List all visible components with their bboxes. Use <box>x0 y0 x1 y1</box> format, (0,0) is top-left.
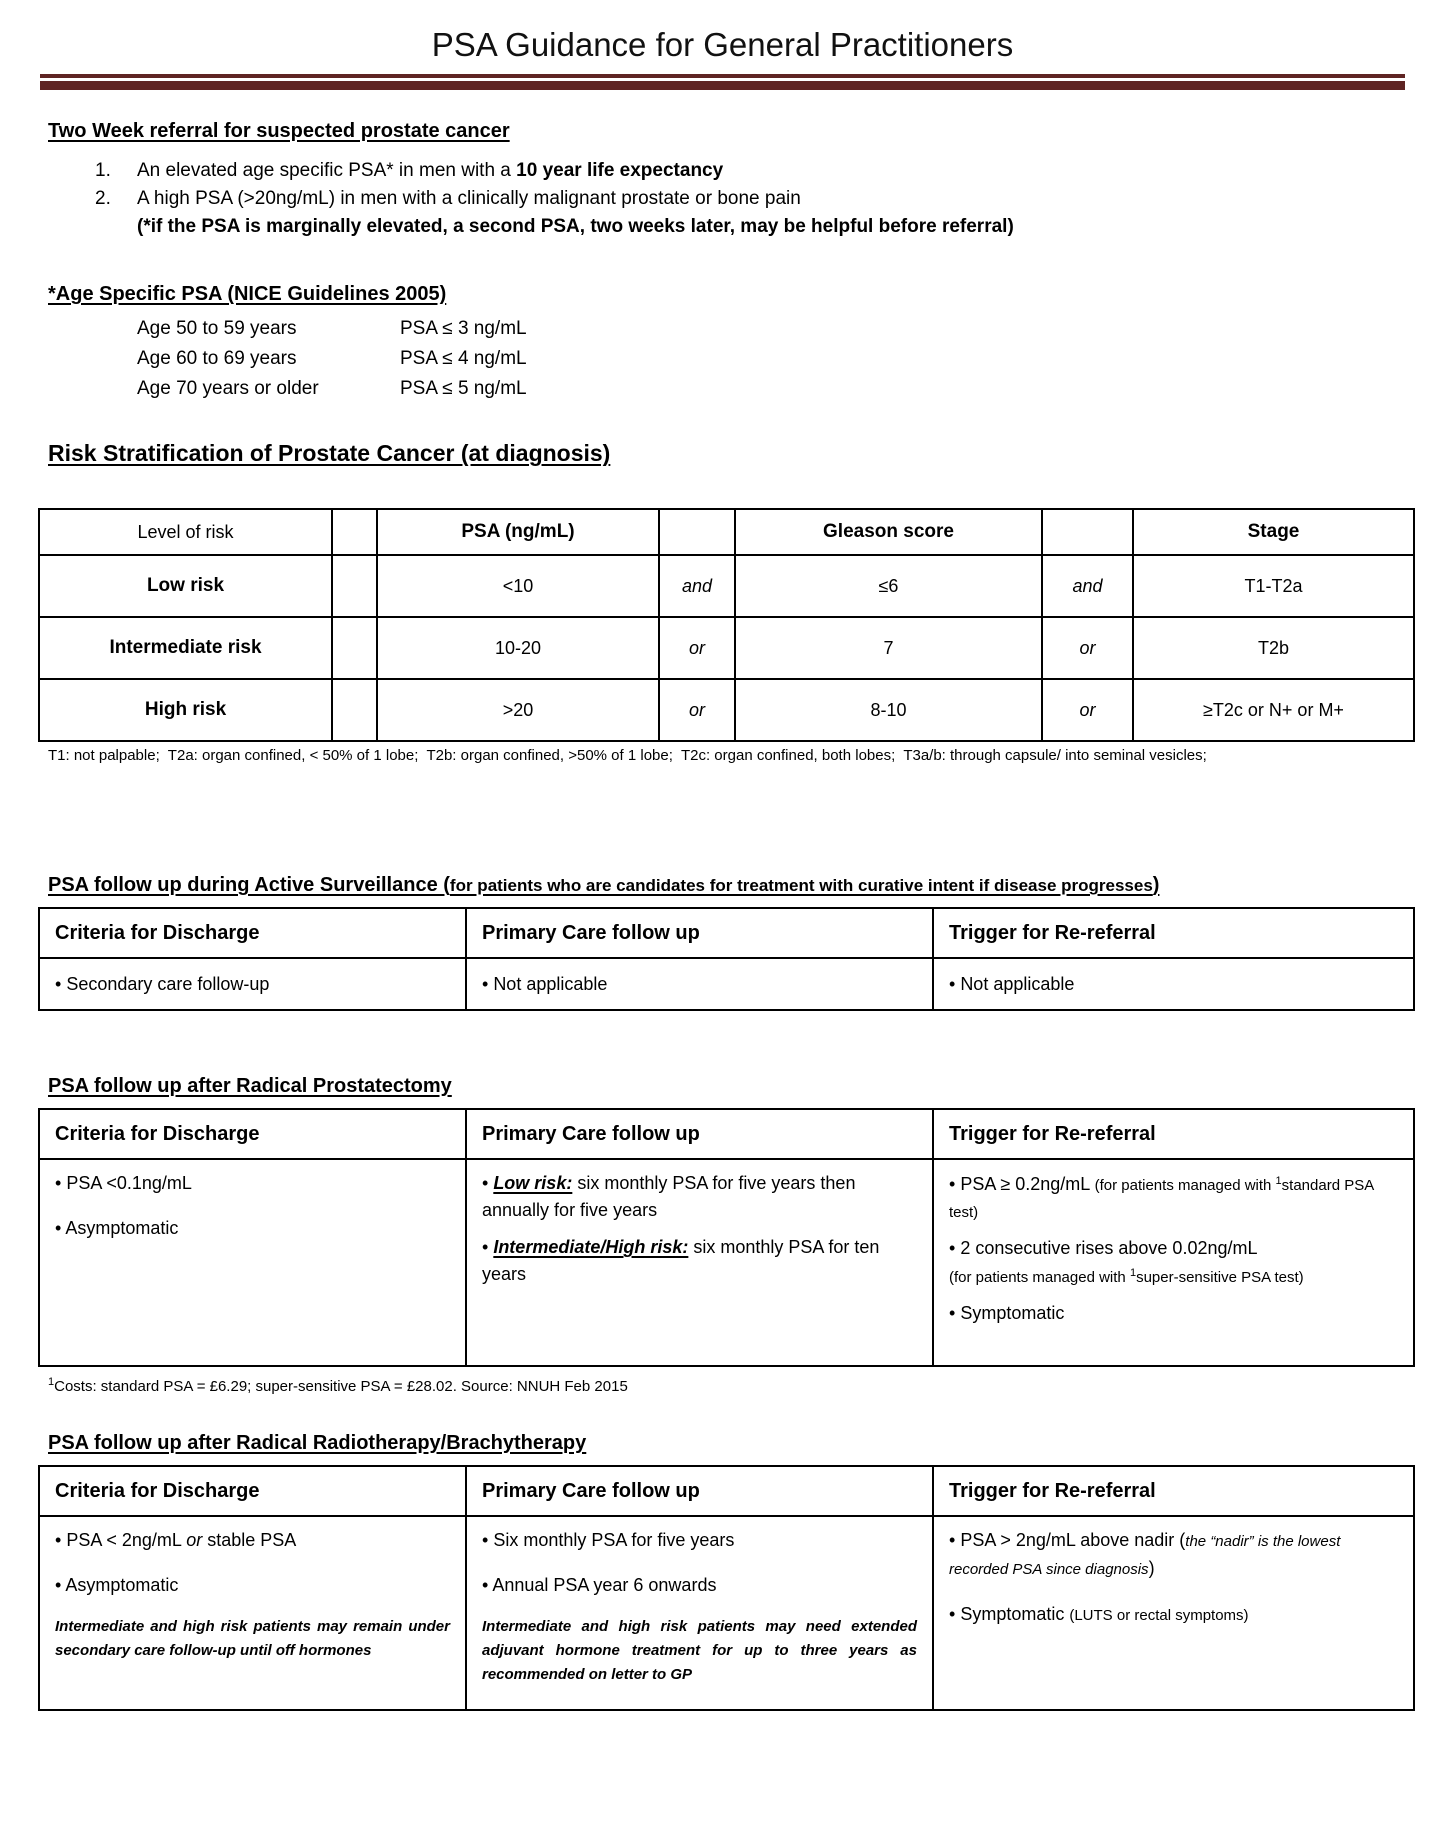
prostatectomy-table <box>38 1108 1415 1367</box>
conjunction: and <box>1042 555 1133 617</box>
risk-level: High risk <box>39 679 332 741</box>
trigger-item: • 2 consecutive rises above 0.02ng/mL (for patients managed with $^1$super-sensitive PSA test) <box>949 1235 1398 1290</box>
risk-level: Low risk <box>39 555 332 617</box>
radiotherapy-table <box>38 1465 1415 1711</box>
col-header-gleason: Gleason score <box>735 509 1042 555</box>
risk-table-row <box>39 555 1414 617</box>
intermediate-high-risk-note: Intermediate and high risk patients may need extended adjuvant hormone treatment for up to three years as recommended on letter to GP <box>482 1618 917 1683</box>
age-range: Age 50 to 59 years <box>137 318 297 339</box>
conjunction: or <box>1042 617 1133 679</box>
followup-table-header-row <box>39 1466 1414 1516</box>
active-surveillance-table <box>38 907 1415 1011</box>
col-header-criteria-discharge: Criteria for Discharge <box>39 908 466 958</box>
trigger-item: • PSA ≥ 0.2ng/mL (for patients managed with $^1$standard PSA test) <box>949 1170 1398 1225</box>
psa-threshold: PSA ≤ 4 ng/mL <box>400 348 527 369</box>
trigger-item: • PSA > 2ng/mL above nadir (the “nadir” is the lowest recorded PSA since diagnosis) <box>949 1527 1398 1583</box>
primary-care-item: • Intermediate/High risk: six monthly PSA for ten years <box>482 1234 917 1288</box>
col-header-trigger-rereferral: Trigger for Re-referral <box>933 1109 1414 1159</box>
followup-table-data-row <box>39 1159 1414 1366</box>
risk-gleason: 8-10 <box>735 679 1042 741</box>
col-header-psa: PSA (ng/mL) <box>377 509 659 555</box>
trigger-item: • Not applicable <box>949 971 1398 998</box>
risk-table-header-row <box>39 509 1414 555</box>
risk-stage: T1-T2a <box>1133 555 1414 617</box>
risk-psa: 10-20 <box>377 617 659 679</box>
list-item <box>48 185 1415 213</box>
document-content <box>0 120 1445 468</box>
conjunction: or <box>659 617 735 679</box>
col-header-level-of-risk: Level of risk <box>39 509 332 555</box>
risk-level: Intermediate risk <box>39 617 332 679</box>
followup-table-header-row <box>39 908 1414 958</box>
two-week-list <box>48 157 1415 241</box>
document-title: PSA Guidance for General Practitioners <box>431 26 1014 63</box>
section-heading-radiotherapy-brachytherapy: PSA follow up after Radical Radiotherapy/Brachytherapy <box>48 1432 587 1454</box>
risk-gleason: 7 <box>735 617 1042 679</box>
title-divider <box>40 74 1405 90</box>
primary-care-item: • Annual PSA year 6 onwards <box>482 1572 917 1599</box>
risk-psa: >20 <box>377 679 659 741</box>
discharge-criterion: • Asymptomatic <box>55 1572 450 1599</box>
psa-threshold: PSA ≤ 5 ng/mL <box>400 378 527 399</box>
conjunction: or <box>659 679 735 741</box>
trigger-item: • Symptomatic <box>949 1300 1398 1327</box>
psa-costs-footnote: $^1$Costs: standard PSA = £6.29; super-sensitive PSA = £28.02. Source: NNUH Feb 2015 <box>48 1376 628 1395</box>
tnm-stage-footnote: T1: not palpable; T2a: organ confined, < 50% of 1 lobe; T2b: organ confined, >50% of 1 lobe; T2c: organ confined, both lobes; T3a/b: through capsule/ into seminal vesicles; <box>48 747 1207 764</box>
age-row <box>48 314 1415 344</box>
risk-psa: <10 <box>377 555 659 617</box>
divider-thick-line <box>40 81 1405 90</box>
section-heading-radical-prostatectomy: PSA follow up after Radical Prostatectomy <box>48 1075 452 1097</box>
risk-table-row <box>39 617 1414 679</box>
age-range: Age 70 years or older <box>137 378 319 399</box>
age-range: Age 60 to 69 years <box>137 348 297 369</box>
col-header-stage: Stage <box>1133 509 1414 555</box>
age-specific-rows <box>48 314 1415 404</box>
col-header-trigger-rereferral: Trigger for Re-referral <box>933 1466 1414 1516</box>
list-item-text: A high PSA (>20ng/mL) in men with a clinically malignant prostate or bone pain <box>137 188 801 209</box>
primary-care-item: • Six monthly PSA for five years <box>482 1527 917 1554</box>
col-header-primary-care: Primary Care follow up <box>466 1466 933 1516</box>
section-heading-active-surveillance: PSA follow up during Active Surveillance (for patients who are candidates for treatment with curative intent if disease progresses) <box>48 874 1160 896</box>
discharge-criterion: • PSA <0.1ng/mL <box>55 1170 450 1197</box>
list-item-number: 1. <box>95 160 111 181</box>
age-row <box>48 374 1415 404</box>
conjunction: or <box>1042 679 1133 741</box>
primary-care-item: • Not applicable <box>482 971 917 998</box>
list-item <box>48 157 1415 185</box>
two-week-note: (*if the PSA is marginally elevated, a second PSA, two weeks later, may be helpful before referral) <box>137 216 1014 237</box>
section-heading-age-specific-psa: *Age Specific PSA (NICE Guidelines 2005) <box>48 283 447 305</box>
discharge-criterion: • PSA < 2ng/mL or stable PSA <box>55 1527 450 1554</box>
risk-stage: T2b <box>1133 617 1414 679</box>
risk-table-row <box>39 679 1414 741</box>
section-heading-two-week-referral: Two Week referral for suspected prostate cancer <box>48 120 510 142</box>
age-row <box>48 344 1415 374</box>
col-header-trigger-rereferral: Trigger for Re-referral <box>933 908 1414 958</box>
followup-table-header-row <box>39 1109 1414 1159</box>
conjunction: and <box>659 555 735 617</box>
discharge-criterion: • Asymptomatic <box>55 1215 450 1242</box>
col-header-criteria-discharge: Criteria for Discharge <box>39 1466 466 1516</box>
discharge-criterion: • Secondary care follow-up <box>55 971 450 998</box>
followup-table-data-row <box>39 1516 1414 1710</box>
list-item-number: 2. <box>95 188 111 209</box>
col-header-primary-care: Primary Care follow up <box>466 1109 933 1159</box>
col-header-primary-care: Primary Care follow up <box>466 908 933 958</box>
risk-stage: ≥T2c or N+ or M+ <box>1133 679 1414 741</box>
intermediate-high-risk-note: Intermediate and high risk patients may remain under secondary care follow-up until off hormones <box>55 1618 450 1659</box>
col-header-criteria-discharge: Criteria for Discharge <box>39 1109 466 1159</box>
psa-threshold: PSA ≤ 3 ng/mL <box>400 318 527 339</box>
primary-care-item: • Low risk: six monthly PSA for five years then annually for five years <box>482 1170 917 1224</box>
list-item-text: An elevated age specific PSA* in men with a 10 year life expectancy <box>137 160 724 181</box>
risk-gleason: ≤6 <box>735 555 1042 617</box>
section-heading-risk-stratification: Risk Stratification of Prostate Cancer (at diagnosis) <box>48 440 611 466</box>
risk-stratification-table <box>38 508 1415 742</box>
trigger-item: • Symptomatic (LUTS or rectal symptoms) <box>949 1601 1398 1628</box>
followup-table-data-row <box>39 958 1414 1010</box>
